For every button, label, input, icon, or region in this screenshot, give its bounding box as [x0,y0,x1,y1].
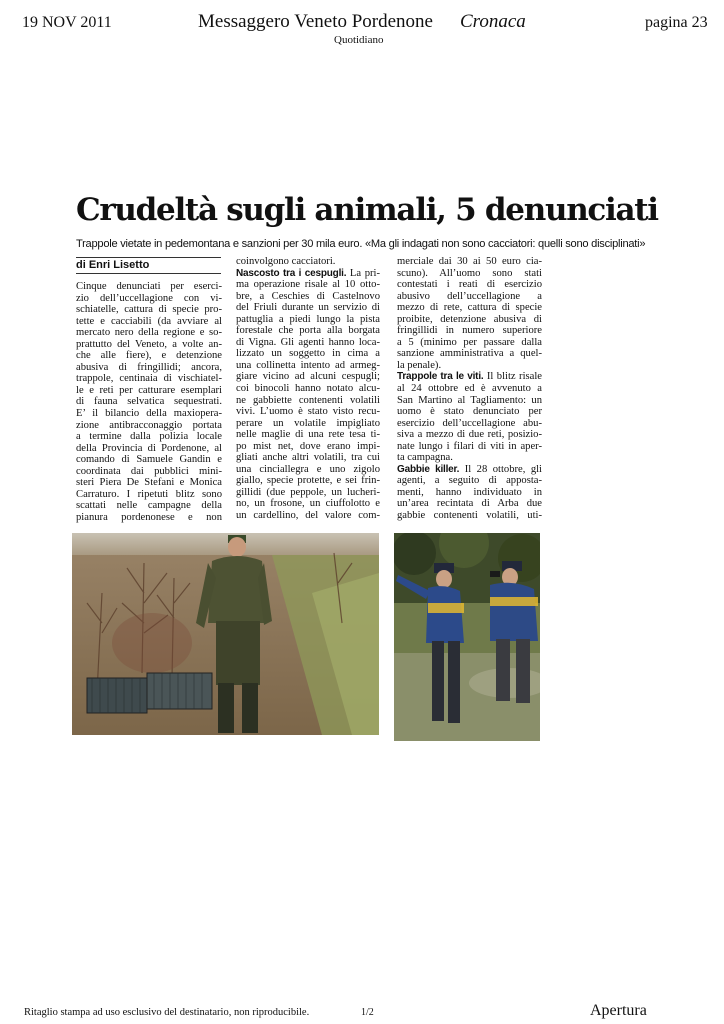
body-line: le e reti per catturare esemplari [76,384,222,396]
body-line: zione antibracconaggio portata [76,419,222,431]
body-line: merciale dai 30 ai 50 euro cia- [397,256,542,267]
body-line: della Provincia di Pordenone, al [76,442,222,454]
article-column-2 [236,256,380,522]
body-line: sanzione amministrativa a quel- [397,348,542,360]
section-name: Cronaca [460,11,526,32]
body-line: fringillidi in numero superiore [397,325,542,337]
body-line [397,371,542,383]
photo-agents-pointing-image [394,533,540,741]
body-line: pattuglia a piedi lungo la pista [236,313,380,325]
body-line: a 5 (minimo per passare dalla [397,336,542,348]
body-line: prattutto del Veneto, a volte an- [76,338,222,350]
body-line: scattati nelle campagne della [76,500,222,512]
body-line: siva a mezzo di due reti, posizio- [397,429,542,441]
body-line: giare vicino ad alcuni cespugli; [236,371,380,383]
publication-name: Messaggero Veneto Pordenone [198,11,433,32]
article-headline: Crudeltà sugli animali, 5 denunciati [76,192,658,228]
body-line: bre, a Ceschies di Castelnovo [236,290,380,302]
page-number: pagina 23 [645,14,708,31]
body-line: mezzo di rete, cattura di specie [397,302,542,314]
body-text: Il 28 ottobre, gli [464,463,543,475]
body-line: nelle maglie di una rete tesa ti- [236,429,380,441]
body-line: di fauna selvatica sequestrati. [76,396,222,408]
body-line: che alle fiere), e detenzione [76,350,222,362]
paragraph-kicker: Trappole tra le viti. [397,371,484,383]
body-line: del Friuli durante un servizio di [236,302,380,314]
body-line [397,464,542,476]
body-text: La pri- [349,267,380,279]
body-line: esercizio dell’uccellagione abu- [397,417,542,429]
publication-frequency: Quotidiano [334,34,384,46]
body-line: gabbie contenenti volatili, uti- [397,510,542,522]
body-line: gliati anche altri volatili, tra cui [236,452,380,464]
body-line: la penale). [397,359,442,371]
column-body [236,279,380,521]
body-line: coordinata dai pubblici mini- [76,465,222,477]
column-body [397,383,542,464]
body-line: pianura pordenonese e non [76,511,222,523]
column-body [397,256,542,371]
body-line: ma operazione risale al 10 otto- [236,279,380,291]
body-line: abusivo dell’uccellagione a [397,290,542,302]
body-line: lizzato un soggetto in cima a [236,348,380,360]
body-line: al 24 ottobre ed è avvenuto a [397,383,542,395]
body-line: giallo, specie protette, e sei frin- [236,475,380,487]
body-line: gillidi (due peppole, un lucheri- [236,486,380,498]
photo-ranger-with-cages [72,533,379,735]
body-line: un’area recintata di Arba due [397,498,542,510]
body-line: zio dell’uccellagione con vi- [76,292,222,304]
body-line: ne gabbiette contenenti volatili [236,394,380,406]
article-column-3 [397,256,542,522]
body-line [236,268,380,280]
column-body [397,475,542,521]
body-line: contestati i reati di esercizio [397,279,542,291]
body-line: coi binocoli hanno notato alcu- [236,383,380,395]
body-line: una collinetta intento ad armeg- [236,359,380,371]
body-line: trappole, centinaia di vischiatel- [76,373,222,385]
article-placement: Apertura [590,1002,647,1019]
clip-page-fraction: 1/2 [361,1007,374,1018]
body-line: di Vigna. Gli agenti hanno loca- [236,336,380,348]
body-line: E’ il bilancio della maxioperа- [76,408,222,420]
body-line: perare un volatile impigliato [236,417,380,429]
body-line: tette e cacciabili (da avviare al [76,315,222,327]
paragraph-kicker: Nascosto tra i cespugli. [236,267,347,279]
body-line: comando di Samuele Gandin e [76,454,222,466]
article-byline: di Enri Lisetto [76,257,221,274]
photo-agents-pointing [394,533,540,741]
article-column-1 [76,281,222,523]
body-line: abusiva di fringillidi; ancora, [76,361,222,373]
body-line: no, un frosone, un ciuffolotto e [236,498,380,510]
body-line: schiatelle, cattura di specie pro- [76,304,222,316]
body-line: nate lungo i filari di viti in aper- [397,440,542,452]
body-line: vivi. L’uomo è stato visto recu- [236,406,380,418]
body-line: menti, hanno individuato in [397,486,542,498]
body-line: scuno). All’uomo sono stati [397,267,542,279]
article-subheadline: Trappole vietate in pedemontana e sanzioni per 30 mila euro. «Ma gli indagati non sono cacciatori: quelli sono disciplinati» [76,238,646,250]
body-line: steri Piera De Stefani e Monica [76,477,222,489]
body-line: mercato nero della regione e so- [76,327,222,339]
body-text: Il blitz risale [486,371,542,383]
body-line: San Martino al Tagliamento: un [397,394,542,406]
body-line: Carraturo. I ripetuti blitz sono [76,488,222,500]
body-line: una cinciallegra e uno zigolo [236,463,380,475]
body-line: uomo è stato denunciato per [397,406,542,418]
body-line: Cinque denunciati per eserci- [76,281,222,292]
body-line: a termine dalla polizia locale [76,431,222,443]
body-line: forestale che porta alla borgata [236,325,380,337]
clip-date: 19 NOV 2011 [22,14,112,31]
body-line: proibite, detenzione abusiva di [397,313,542,325]
photo-ranger-with-cages-image [72,533,379,735]
body-line: agenti, a seguito di apposta- [397,475,542,487]
body-line: ta campagna. [397,452,453,464]
body-line: coinvolgono cacciatori. [236,256,336,267]
clip-disclaimer: Ritaglio stampa ad uso esclusivo del destinatario, non riproducibile. [24,1007,310,1018]
body-line: po mist net, dove erano impi- [236,440,380,452]
body-line: un cardellino, del valore com- [236,510,380,522]
paragraph-kicker: Gabbie killer. [397,463,460,475]
